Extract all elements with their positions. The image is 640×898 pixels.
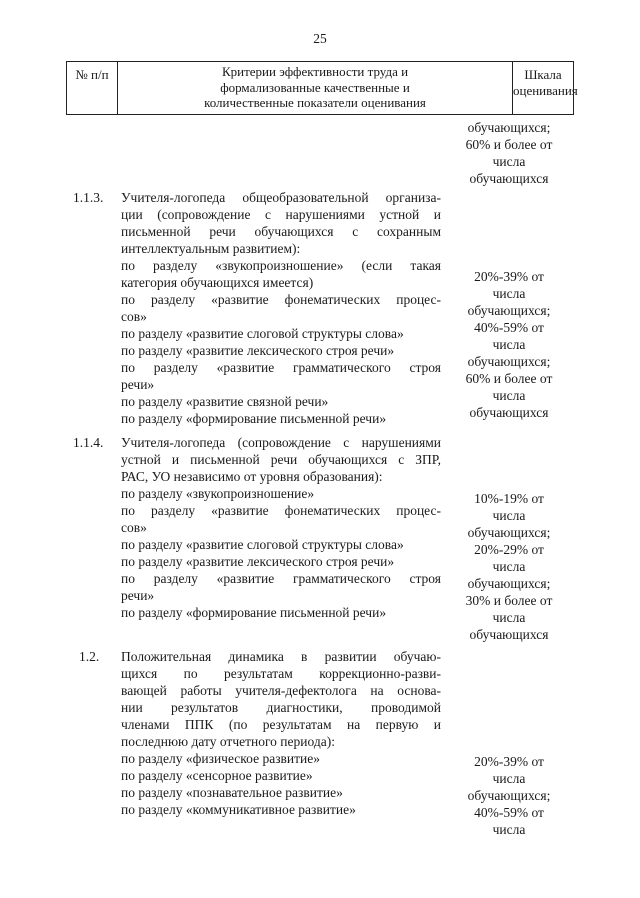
page-number: 25 (313, 31, 327, 46)
criteria-line: по разделу «познавательное развитие» (121, 785, 343, 800)
criteria-line: щихся по результатам коррекционно-разви- (121, 666, 441, 681)
header-criteria-line: формализованные качественные и (220, 79, 410, 95)
header-criteria-line: количественные показатели оценивания (204, 95, 426, 110)
criteria-line: Положительная динамика в развитии обучаю- (121, 649, 441, 664)
criteria-line: нии результатов диагностики, проводимой (121, 700, 441, 715)
scale-line: числа (492, 508, 526, 523)
section-number: 1.2. (79, 649, 100, 664)
criteria-line: по разделу «развитие грамматического строя (121, 360, 441, 375)
criteria-line: по разделу «звукопроизношение» (121, 486, 315, 501)
criteria-line: по разделу «развитие грамматического строя (121, 571, 441, 586)
criteria-line: по разделу «сенсорное развитие» (121, 768, 313, 783)
scale-line: 10%-19% от (474, 491, 544, 506)
scale-line: обучающихся; (467, 354, 551, 369)
scale-line: 20%-39% от (474, 754, 544, 769)
scale-line: обучающихся (469, 405, 549, 420)
criteria-line: по разделу «развитие лексического строя речи» (121, 554, 395, 569)
criteria-line: устной и письменной речи обучающихся с ЗПР, (121, 452, 441, 467)
scale-line: числа (492, 610, 526, 625)
criteria-line: ции (сопровождение с нарушениями устной и (121, 207, 441, 222)
criteria-line: по разделу «развитие лексического строя речи» (121, 343, 395, 358)
header-criteria-column (118, 62, 513, 114)
continued-scale-line: обучающихся; (467, 120, 551, 135)
continued-scale-line: обучающихся (469, 171, 549, 186)
header-scale-line: оценивания (513, 82, 578, 98)
continued-scale-line: числа (492, 154, 526, 169)
scale-line: 20%-39% от (474, 269, 544, 284)
criteria-line: последнюю дату отчетного периода): (121, 734, 335, 749)
criteria-line: вающей работы учителя-дефектолога на основа- (121, 683, 441, 698)
criteria-line: Учителя-логопеда (сопровождение с нарушениями (121, 435, 441, 450)
scale-line: обучающихся; (467, 303, 551, 318)
header-criteria-line: Критерии эффективности труда и (221, 64, 409, 79)
scale-line: числа (492, 559, 526, 574)
criteria-line: по разделу «формирование письменной речи» (121, 605, 387, 620)
scale-line: обучающихся; (467, 525, 551, 540)
scale-line: 30% и более от (465, 593, 553, 608)
section-number: 1.1.4. (73, 435, 104, 450)
criteria-line: сов» (121, 520, 147, 535)
scale-line: числа (492, 822, 526, 837)
criteria-line: категория обучающихся имеется) (121, 275, 314, 290)
criteria-line: речи» (121, 588, 155, 603)
criteria-line: по разделу «формирование письменной речи» (121, 411, 387, 426)
criteria-line: по разделу «физическое развитие» (121, 751, 320, 766)
criteria-line: членами ППК (по результатам на первую и (121, 717, 441, 732)
scale-line: числа (492, 388, 526, 403)
scale-line: числа (492, 286, 526, 301)
header-scale-column (513, 62, 578, 114)
criteria-line: по разделу «развитие связной речи» (121, 394, 329, 409)
criteria-line: по разделу «развитие фонематических процес- (121, 503, 441, 518)
continued-scale-line: 60% и более от (465, 137, 553, 152)
scale-line: числа (492, 337, 526, 352)
scale-line: 60% и более от (465, 371, 553, 386)
scale-line: числа (492, 771, 526, 786)
criteria-line: по разделу «коммуникативное развитие» (121, 802, 356, 817)
header-number-column: № п/п (67, 62, 118, 114)
criteria-line: по разделу «развитие фонематических процес- (121, 292, 441, 307)
scale-line: 20%-29% от (474, 542, 544, 557)
table-header (66, 61, 578, 115)
scale-line: 40%-59% от (474, 320, 544, 335)
criteria-line: по разделу «развитие слоговой структуры слова» (121, 326, 404, 341)
scale-line: обучающихся; (467, 576, 551, 591)
criteria-line: РАС, УО независимо от уровня образования): (121, 469, 383, 484)
section-number: 1.1.3. (73, 190, 104, 205)
criteria-line: по разделу «развитие слоговой структуры слова» (121, 537, 404, 552)
scale-line: 40%-59% от (474, 805, 544, 820)
criteria-line: письменной речи обучающихся с сохранным (121, 224, 441, 239)
criteria-line: сов» (121, 309, 147, 324)
scale-line: обучающихся; (467, 788, 551, 803)
header-scale-line: Шкала (524, 67, 562, 82)
criteria-line: по разделу «звукопроизношение» (если такая (121, 258, 441, 273)
scale-line: обучающихся (469, 627, 549, 642)
criteria-line: Учителя-логопеда общеобразовательной организа- (121, 190, 441, 205)
criteria-line: интеллектуальным развитием): (121, 241, 301, 256)
criteria-line: речи» (121, 377, 155, 392)
